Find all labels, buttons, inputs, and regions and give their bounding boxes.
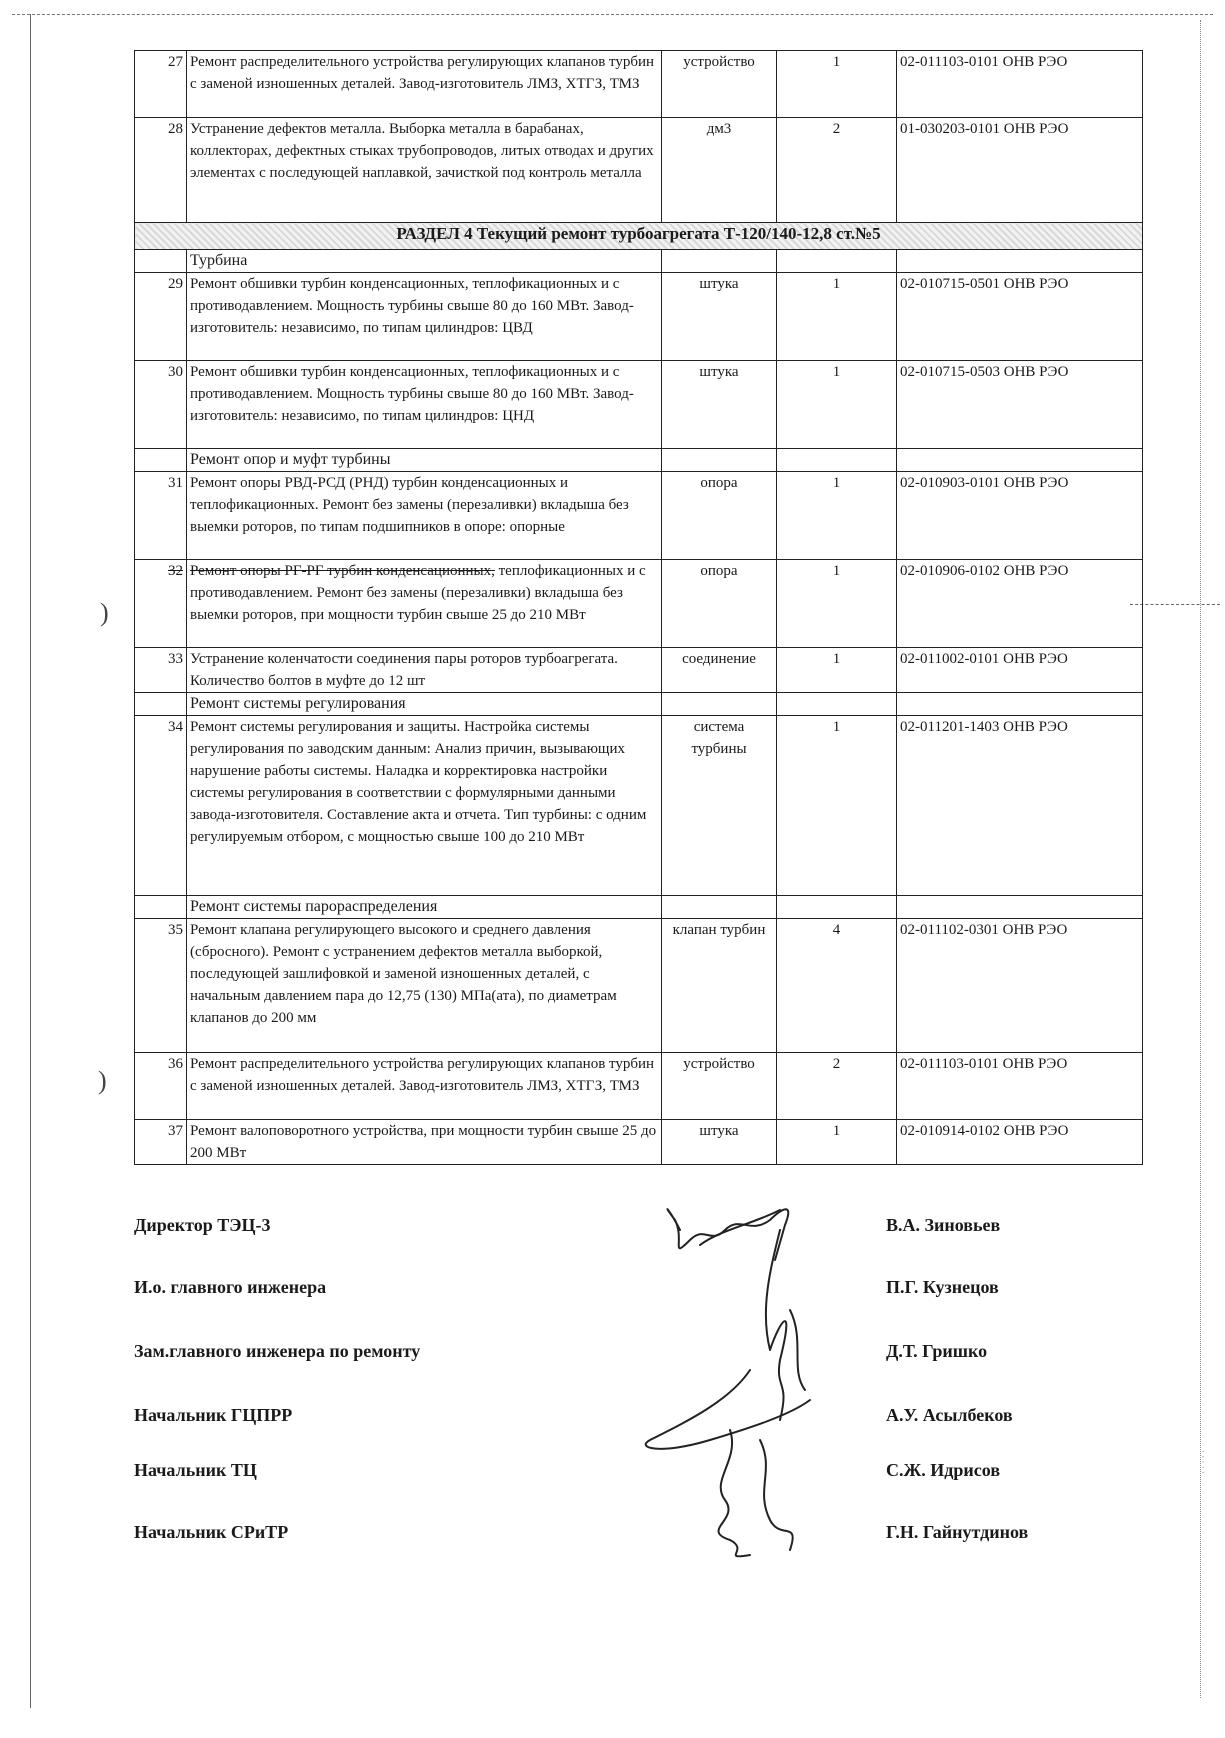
margin-bracket: ) — [100, 598, 109, 627]
table-row: 30 Ремонт обшивки турбин конденсационных, теплофикационных и с противодавлением. Мощность турбины свыше 80 до 160 МВт. Завод-изготовитель: независимо, по типам цилиндров: ЦНД штука 1 02-010715-0503 ОНВ РЭО — [135, 361, 1143, 449]
signatory-title: Зам.главного инженера по ремонту — [134, 1341, 421, 1361]
works-table — [134, 50, 1143, 1165]
signature-row — [134, 1460, 1094, 1490]
scan-margin-marks: · · · · · — [1198, 1450, 1208, 1474]
scan-edge-right — [1200, 20, 1201, 1698]
scan-cut-line — [1130, 604, 1220, 605]
subsection-row: Ремонт системы регулирования — [135, 693, 1143, 716]
table-row: 31 Ремонт опоры РВД-РСД (РНД) турбин конденсационных и теплофикационных. Ремонт без замены (перезаливки) вкладыша без выемки роторов, по типам подшипников в опоре: опорные опора 1 02-010903-0101 ОНВ РЭО — [135, 472, 1143, 560]
signatory-title: Начальник ГЦПРР — [134, 1405, 293, 1425]
signatory-name: С.Ж. Идрисов — [886, 1460, 1001, 1480]
signatory-title: И.о. главного инженера — [134, 1277, 327, 1297]
signature-row — [134, 1215, 1094, 1245]
subsection-row: Ремонт системы парораспределения — [135, 896, 1143, 919]
signatory-name: Д.Т. Гришко — [886, 1341, 988, 1361]
signatory-title: Директор ТЭЦ-3 — [134, 1215, 271, 1235]
signatory-name: Г.Н. Гайнутдинов — [886, 1522, 1029, 1542]
handwritten-signatures — [630, 1190, 870, 1570]
table-row: 32 Ремонт опоры РГ-РГ турбин конденсационных, теплофикационных и с противодавлением. Ремонт без замены (перезаливки) вкладыша без выемки роторов, при мощности турбин свыше 25 до 210 МВт опора 1 02-010906-0102 ОНВ РЭО — [135, 560, 1143, 648]
signatory-title: Начальник СРиТР — [134, 1522, 289, 1542]
table-row: 28 Устранение дефектов металла. Выборка металла в барабанах, коллекторах, дефектных стыках трубопроводов, литых отводах и других элементах с последующей наплавкой, зачисткой под контроль металла дм3 2 01-030203-0101 ОНВ РЭО — [135, 118, 1143, 223]
margin-bracket: ) — [98, 1066, 107, 1095]
subsection-row: Ремонт опор и муфт турбины — [135, 449, 1143, 472]
signatory-name: П.Г. Кузнецов — [886, 1277, 999, 1297]
signature-row — [134, 1341, 1094, 1371]
signatory-name: А.У. Асылбеков — [886, 1405, 1013, 1425]
signature-row — [134, 1277, 1094, 1307]
scan-edge-top — [12, 14, 1213, 15]
signatory-title: Начальник ТЦ — [134, 1460, 257, 1480]
signatory-name: В.А. Зиновьев — [886, 1215, 1001, 1235]
table-row: 37 Ремонт валоповоротного устройства, при мощности турбин свыше 25 до 200 МВт штука 1 02-010914-0102 ОНВ РЭО — [135, 1120, 1143, 1165]
struck-text: Ремонт опоры РГ-РГ турбин конденсационных, — [190, 563, 495, 579]
table-row: 33 Устранение коленчатости соединения пары роторов турбоагрегата. Количество болтов в муфте до 12 шт соединение 1 02-011002-0101 ОНВ РЭО — [135, 648, 1143, 693]
table-row: 34 Ремонт системы регулирования и защиты. Настройка системы регулирования по заводским данным: Анализ причин, вызывающих нарушение работы системы. Наладка и корректировка настройки системы регулирования в соответствии с формулярными данными завода-изготовителя. Составление акта и отчета. Тип турбины: с одним регулируемым отбором, с мощностью свыше 100 до 210 МВт система турбины 1 02-011201-1403 ОНВ РЭО — [135, 716, 1143, 896]
table-row: 35 Ремонт клапана регулирующего высокого и среднего давления (сбросного). Ремонт с устранением дефектов металла выборкой, последующей зашлифовкой и заменой изношенных деталей, с начальным давлением пара до 12,75 (130) МПа(ата), по диаметрам клапанов до 200 мм клапан турбин 4 02-011102-0301 ОНВ РЭО — [135, 919, 1143, 1053]
table-row: 29 Ремонт обшивки турбин конденсационных, теплофикационных и с противодавлением. Мощность турбины свыше 80 до 160 МВт. Завод-изготовитель: независимо, по типам цилиндров: ЦВД штука 1 02-010715-0501 ОНВ РЭО — [135, 273, 1143, 361]
subsection-row: Турбина — [135, 250, 1143, 273]
table-row: 27 Ремонт распределительного устройства регулирующих клапанов турбин с заменой изношенных деталей. Завод-изготовитель ЛМЗ, ХТГЗ, ТМЗ устройство 1 02-011103-0101 ОНВ РЭО — [135, 51, 1143, 118]
scan-edge-left — [30, 14, 31, 1708]
signature-row — [134, 1522, 1094, 1552]
signature-row — [134, 1405, 1094, 1435]
section-header: РАЗДЕЛ 4 Текущий ремонт турбоагрегата Т-120/140-12,8 ст.№5 — [135, 223, 1143, 250]
table-row: 36 Ремонт распределительного устройства регулирующих клапанов турбин с заменой изношенных деталей. Завод-изготовитель ЛМЗ, ХТГЗ, ТМЗ устройство 2 02-011103-0101 ОНВ РЭО — [135, 1053, 1143, 1120]
